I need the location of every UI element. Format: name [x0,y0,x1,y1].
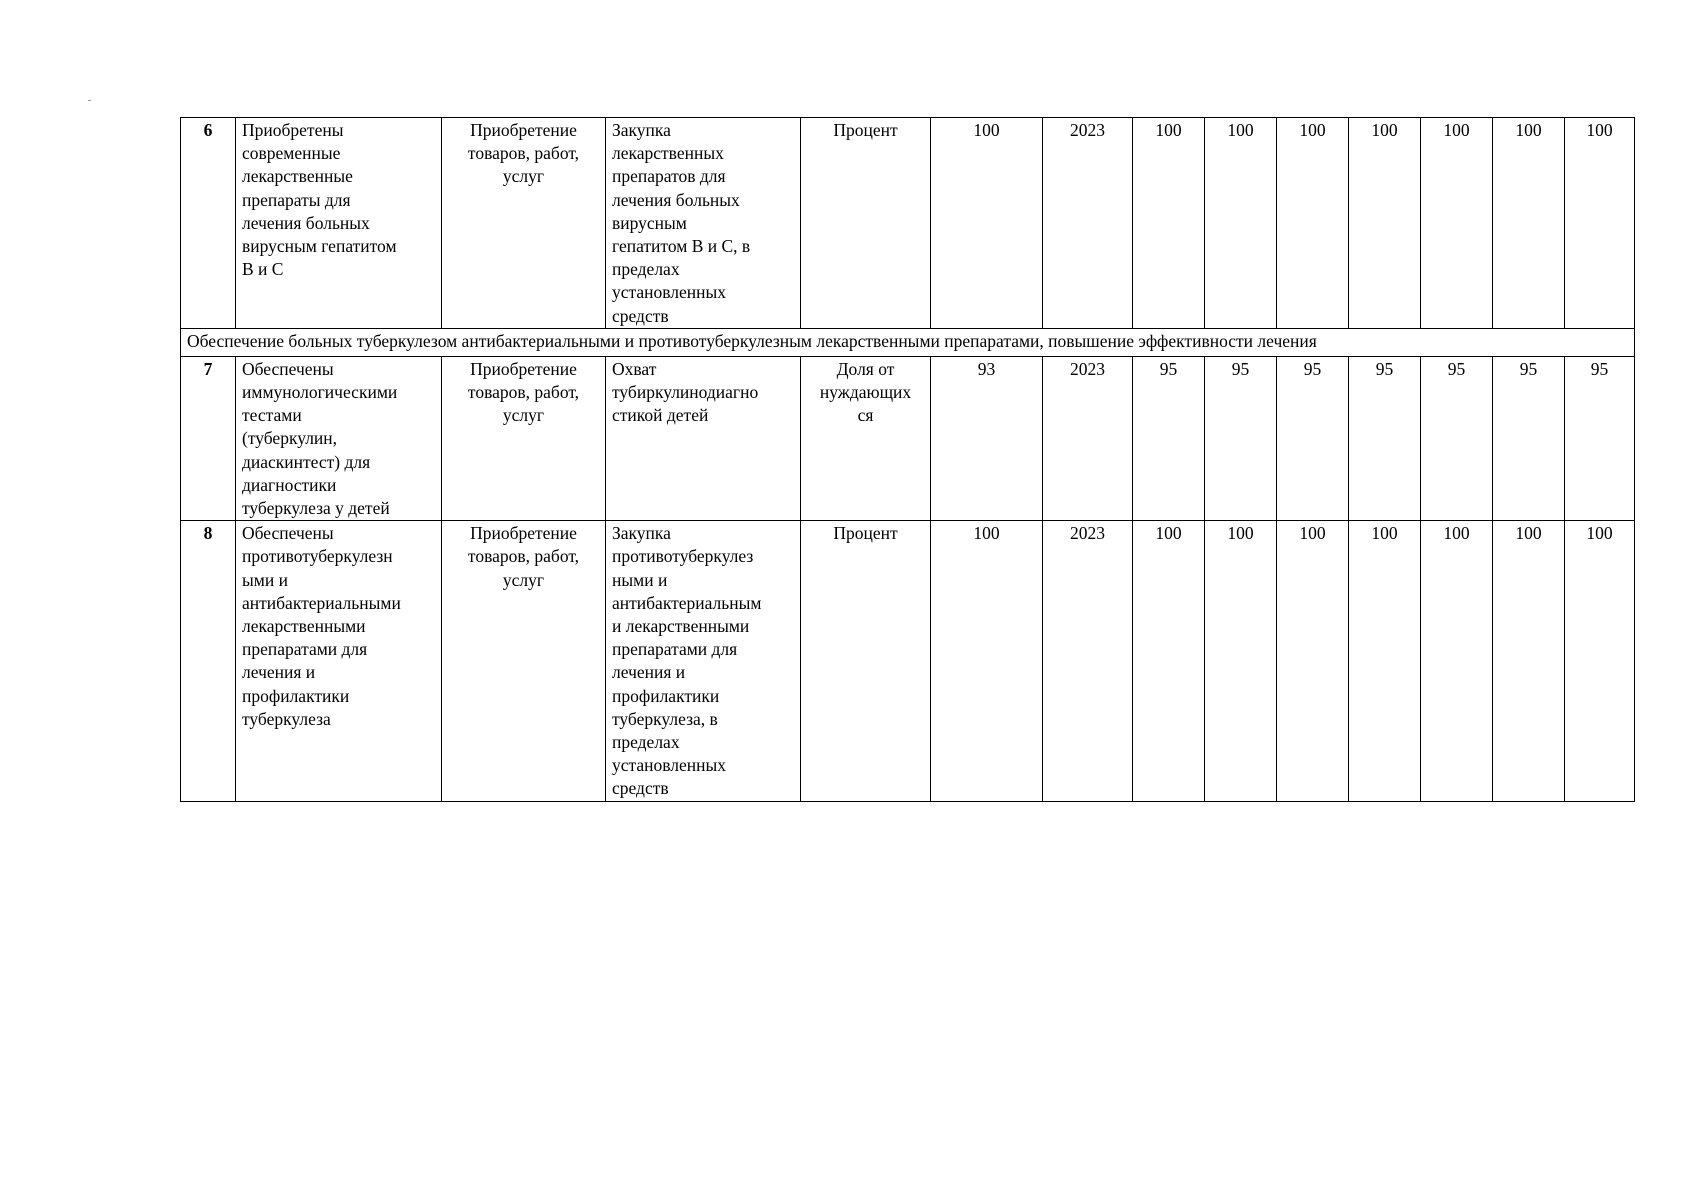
base-value-cell: 93 [931,356,1043,520]
characteristic-text: Закупка лекарственных препаратов для лечения больных вирусным гепатитом В и С, в пределах установленных средств [612,120,751,326]
type-cell [442,118,606,329]
result-text: Приобретены современные лекарственные препараты для лечения больных вирусным гепатитом В и С [242,120,397,280]
result-cell [236,521,442,801]
value-cell: 100 [1493,118,1565,329]
value-cell: 95 [1565,356,1635,520]
base-year-cell: 2023 [1043,118,1133,329]
value-cell: 95 [1349,356,1421,520]
value-cell: 95 [1421,356,1493,520]
section-heading: Обеспечение больных туберкулезом антибактериальными и противотуберкулезным лекарственными препаратами, повышение эффективности лечения [181,328,1635,356]
type-text: Приобретение товаров, работ, услуг [467,523,580,590]
result-text: Обеспечены иммунологическими тестами (туберкулин, диаскинтест) для диагностики туберкулеза у детей [242,358,398,519]
scan-speck [88,100,91,101]
characteristic-text: Охват тубиркулинодиагно стикой детей [612,358,759,426]
type-cell [442,356,606,520]
value-cell: 95 [1493,356,1565,520]
value-cell: 100 [1349,118,1421,329]
value-cell: 100 [1565,118,1635,329]
base-value-cell: 100 [931,118,1043,329]
characteristic-text: Закупка противотуберкулез ными и антибактериальным и лекарственными препаратами для лечения и профилактики туберкулеза, в пределах установленных средств [612,523,762,799]
results-table [180,117,1635,802]
unit-cell [801,356,931,520]
unit-text: Доля от нуждающих ся [819,358,912,426]
unit-cell [801,521,931,801]
value-cell: 100 [1277,118,1349,329]
table-row [181,118,1635,329]
result-cell [236,356,442,520]
unit-text: Процент [833,120,898,140]
table-row [181,521,1635,801]
type-cell [442,521,606,801]
characteristic-cell [606,356,801,520]
base-year-cell: 2023 [1043,356,1133,520]
value-cell: 100 [1493,521,1565,801]
base-value-cell: 100 [931,521,1043,801]
section-heading-row [181,328,1635,356]
value-cell: 100 [1205,521,1277,801]
type-text: Приобретение товаров, работ, услуг [467,358,580,426]
base-year-cell: 2023 [1043,521,1133,801]
row-number: 8 [181,521,236,801]
value-cell: 100 [1133,521,1205,801]
value-cell: 100 [1349,521,1421,801]
unit-text: Процент [833,523,898,544]
value-cell: 100 [1133,118,1205,329]
type-text: Приобретение товаров, работ, услуг [467,120,580,187]
unit-cell [801,118,931,329]
table-row [181,356,1635,520]
result-text: Обеспечены противотуберкулезн ыми и антибактериальными лекарственными препаратами для лечения и профилактики туберкулеза [242,523,401,729]
row-number: 7 [181,356,236,520]
characteristic-cell [606,521,801,801]
value-cell: 95 [1133,356,1205,520]
value-cell: 100 [1277,521,1349,801]
value-cell: 100 [1205,118,1277,329]
value-cell: 100 [1421,118,1493,329]
row-number: 6 [181,118,236,329]
value-cell: 95 [1205,356,1277,520]
value-cell: 95 [1277,356,1349,520]
characteristic-cell [606,118,801,329]
result-cell [236,118,442,329]
value-cell: 100 [1421,521,1493,801]
value-cell: 100 [1565,521,1635,801]
